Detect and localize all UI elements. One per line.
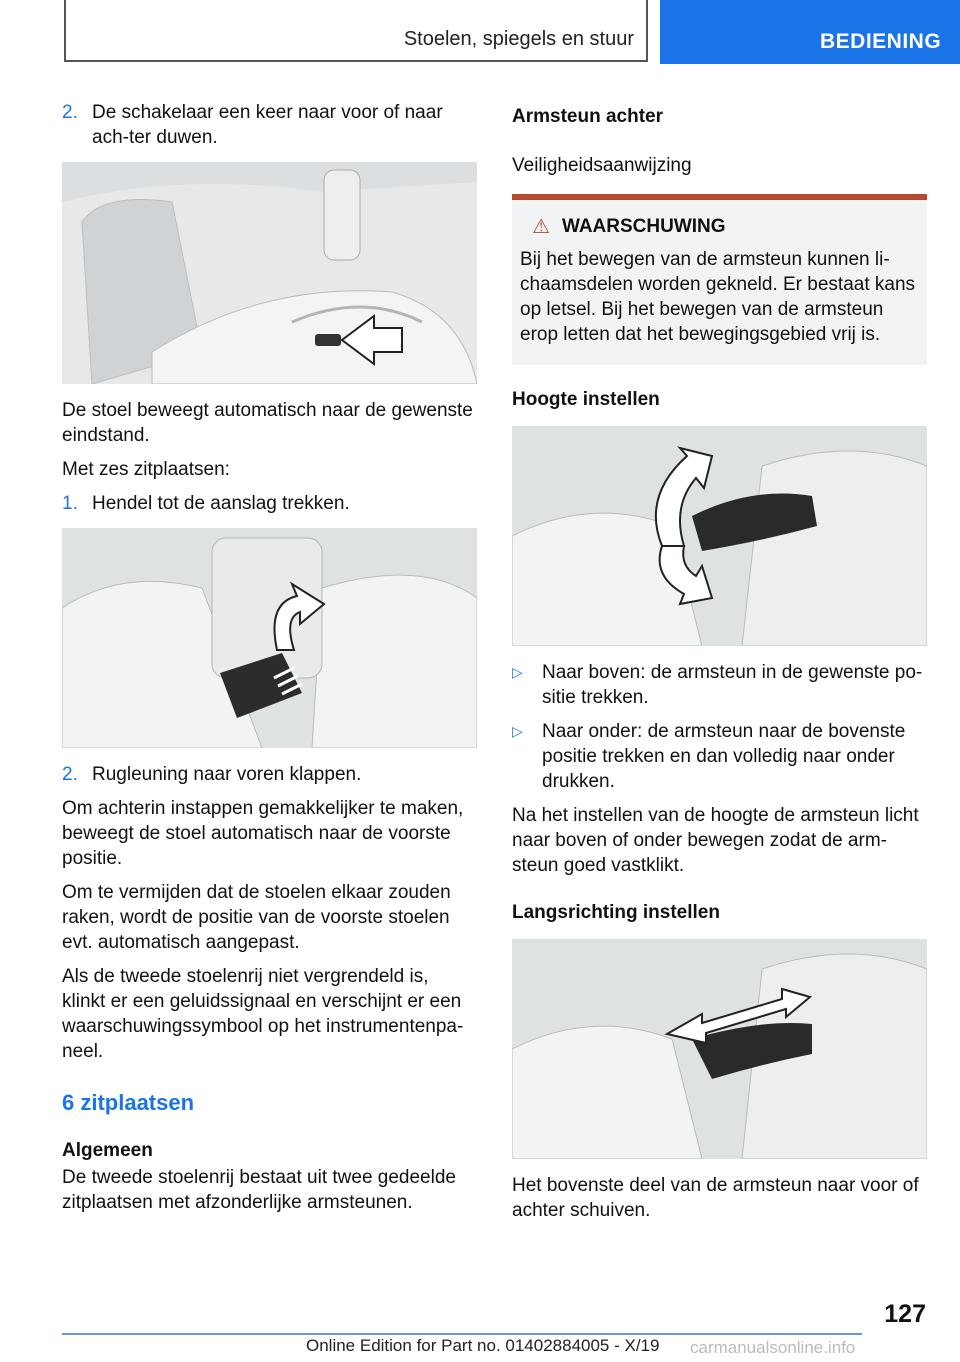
bullet-item <box>512 719 927 794</box>
step-text: Rugleuning naar voren klappen. <box>92 764 362 785</box>
step-text: De schakelaar een keer naar voor of naar ach-ter duwen. <box>92 102 443 148</box>
paragraph: Om te vermijden dat de stoelen elkaar zouden raken, wordt de positie van de voorste stoelen evt. automatisch aangepast. <box>62 882 451 953</box>
subheading: Langsrichting instellen <box>512 902 720 923</box>
page-number: 127 <box>884 1300 926 1328</box>
illustration-seat-switch <box>62 162 477 384</box>
subheading: Algemeen <box>62 1140 153 1161</box>
watermark: carmanualsonline.info <box>690 1338 856 1357</box>
bullet-text: Naar boven: de armsteun in de gewenste po-sitie trekken. <box>542 662 923 708</box>
illustration-lever <box>62 528 477 748</box>
warning-text: Bij het bewegen van de armsteun kunnen li-chaamsdelen worden gekneld. Er bestaat kans op letsel. Bij het bewegen van de armsteun erop letten dat het bewegingsgebied vrij is. <box>520 249 916 345</box>
step-number: 2. <box>62 102 78 123</box>
bullet-text: Naar onder: de armsteun naar de bovenste positie trekken en dan volledig naar onder drukken. <box>542 721 906 792</box>
warning-triangle-icon: ⚠ <box>532 216 550 238</box>
footer-divider <box>62 1333 862 1335</box>
step-number: 1. <box>62 493 78 514</box>
paragraph: Het bovenste deel van de armsteun naar voor of achter schuiven. <box>512 1175 919 1221</box>
chapter-tab[interactable]: BEDIENING <box>660 0 960 64</box>
section-heading: 6 zitplaatsen <box>62 1090 195 1115</box>
bullet-triangle-icon: ▷ <box>512 723 523 739</box>
warning-title: ⚠ WAARSCHUWING <box>532 215 726 238</box>
edition-footer: Online Edition for Part no. 01402884005 - X/19 <box>306 1336 660 1355</box>
step-item <box>62 491 477 516</box>
subheading: Hoogte instellen <box>512 389 660 410</box>
subheading: Veiligheidsaanwijzing <box>512 155 692 176</box>
step-item <box>62 100 477 150</box>
paragraph: Met zes zitplaatsen: <box>62 459 230 480</box>
left-column <box>62 100 477 1224</box>
step-number: 2. <box>62 764 78 785</box>
section-title: Stoelen, spiegels en stuur <box>403 28 634 50</box>
illustration-armrest-height <box>512 426 927 646</box>
illustration-armrest-slide <box>512 939 927 1159</box>
paragraph: De tweede stoelenrij bestaat uit twee gedeelde zitplaatsen met afzonderlijke armsteunen. <box>62 1167 456 1213</box>
paragraph: De stoel beweegt automatisch naar de gewenste eindstand. <box>62 400 473 446</box>
subheading: Armsteun achter <box>512 106 663 127</box>
paragraph: Als de tweede stoelenrij niet vergrendeld is, klinkt er een geluidssignaal en verschijnt er een waarschuwingssymbool op het instrumentenpa-neel. <box>62 966 464 1062</box>
warning-box <box>512 194 927 365</box>
right-column <box>512 104 927 1232</box>
paragraph: Om achterin instappen gemakkelijker te maken, beweegt de stoel automatisch naar de voorste positie. <box>62 798 464 869</box>
step-text: Hendel tot de aanslag trekken. <box>92 493 350 514</box>
bullet-item <box>512 660 927 710</box>
paragraph: Na het instellen van de hoogte de armsteun licht naar boven of onder bewegen zodat de arm-steun goed vastklikt. <box>512 805 919 876</box>
step-item <box>62 762 477 787</box>
bullet-triangle-icon: ▷ <box>512 664 523 680</box>
